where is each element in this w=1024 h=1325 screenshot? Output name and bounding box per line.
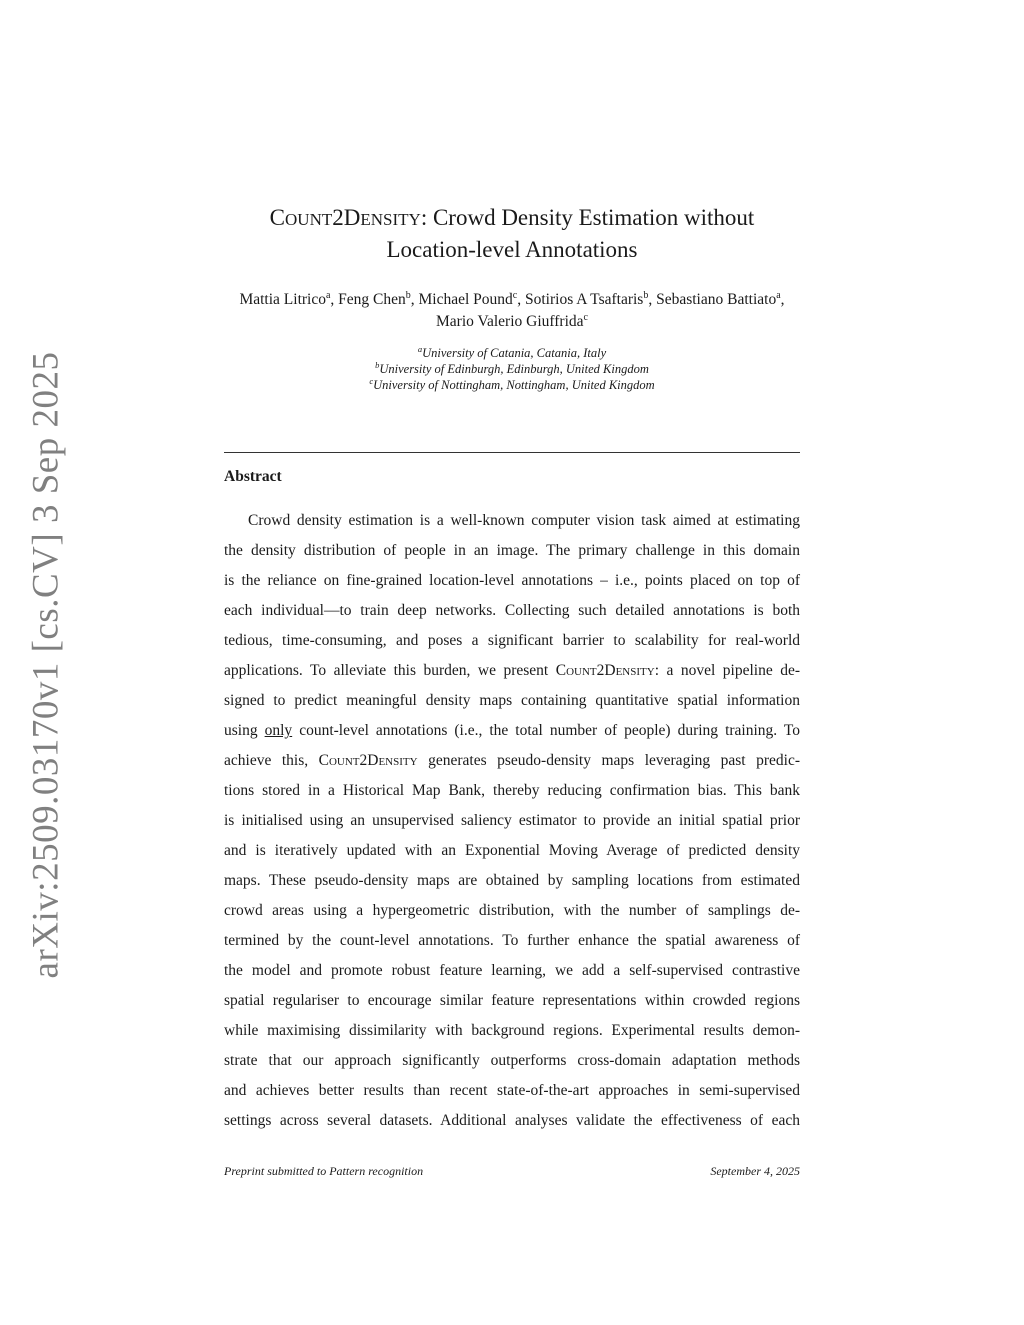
abstract-line: applications. To alleviate this burden, we present Count2Density: a novel pipeline de- [224, 662, 801, 679]
arxiv-identifier-stamp: arXiv:2509.03170v1 [cs.CV] 3 Sep 2025 [25, 351, 67, 979]
abstract-line: tions stored in a Historical Map Bank, thereby reducing confirmation bias. This bank [224, 782, 800, 799]
title-method-ount: OUNT [285, 210, 333, 229]
paper-title [224, 203, 800, 265]
author: Sotirios A Tsaftaris$^b$, [525, 289, 657, 308]
abstract-line: settings across several datasets. Additional analyses validate the effectiveness of each [224, 1112, 800, 1129]
title-method-c: C [269, 205, 286, 230]
abstract-line: achieve this, Count2Density generates pseudo-density maps leveraging past predic- [224, 752, 800, 769]
abstract-line: maps. These pseudo-density maps are obtained by sampling locations from estimated [224, 872, 800, 889]
title-rest: : Crowd Density Estimation without [420, 205, 755, 230]
author: Mattia Litrico$^a$, [239, 289, 339, 308]
title-method-2: 2 [332, 205, 344, 230]
abstract-line: is the reliance on fine-grained location-level annotations – i.e., points placed on top of [224, 572, 800, 589]
abstract-line: Crowd density estimation is a well-known computer vision task aimed at estimating [248, 512, 800, 529]
abstract-line: spatial regulariser to encourage similar feature representations within crowded regions [224, 992, 800, 1009]
author: Michael Pound$^c$, [418, 289, 525, 308]
abstract-line: using only count-level annotations (i.e., the total number of people) during training. To [224, 722, 801, 739]
abstract-line: and achieves better results than recent state-of-the-art approaches in semi-supervised [224, 1082, 800, 1099]
affiliation: $^c$University of Nottingham, Nottingham, United Kingdom [369, 375, 655, 392]
affiliation: $^b$University of Edinburgh, Edinburgh, United Kingdom [375, 359, 649, 376]
method-name: Count2Density [555, 662, 655, 679]
abstract-body [224, 506, 800, 1136]
abstract-line: termined by the count-level annotations. To further enhance the spatial awareness of [224, 932, 800, 949]
title-method-ensity: ENSITY [360, 210, 421, 229]
abstract-line: each individual—to train deep networks. Collecting such detailed annotations is both [224, 602, 800, 619]
abstract-line: the model and promote robust feature learning, we add a self-supervised contrastive [224, 962, 800, 979]
author: Sebastiano Battiato$^a$, [656, 289, 785, 308]
horizontal-rule [224, 452, 800, 453]
author: Feng Chen$^b$, [338, 289, 419, 308]
abstract-line: signed to predict meaningful density maps containing quantitative spatial information [224, 692, 800, 709]
footer-date: September 4, 2025 [710, 1164, 800, 1178]
title-line-2: Location-level Annotations [386, 237, 638, 262]
emphasis-only: only [264, 722, 293, 739]
affiliation: $^a$University of Catania, Catania, Italy [417, 343, 607, 360]
abstract-line: is initialised using an unsupervised saliency estimator to provide an initial spatial prior [224, 812, 800, 829]
title-method-d: D [343, 205, 361, 230]
abstract-line: tedious, time-consuming, and poses a significant barrier to scalability for real-world [224, 632, 800, 649]
abstract-line: crowd areas using a hypergeometric distribution, with the number of samplings de- [224, 902, 800, 919]
method-name: Count2Density [318, 752, 418, 769]
abstract-heading: Abstract [224, 468, 282, 485]
author: Mario Valerio Giuffrida$^c$ [436, 311, 588, 330]
title-line-1 [224, 203, 800, 235]
abstract-line: the density distribution of people in an image. The primary challenge in this domain [224, 542, 800, 559]
affiliation-list [224, 345, 800, 393]
author-list [224, 289, 800, 333]
abstract-line: and is iteratively updated with an Exponential Moving Average of predicted density [224, 842, 800, 859]
abstract-line: strate that our approach significantly outperforms cross-domain adaptation methods [224, 1052, 800, 1069]
abstract-line: while maximising dissimilarity with background regions. Experimental results demon- [224, 1022, 800, 1039]
footer-submission-note: Preprint submitted to Pattern recognition [224, 1164, 424, 1178]
